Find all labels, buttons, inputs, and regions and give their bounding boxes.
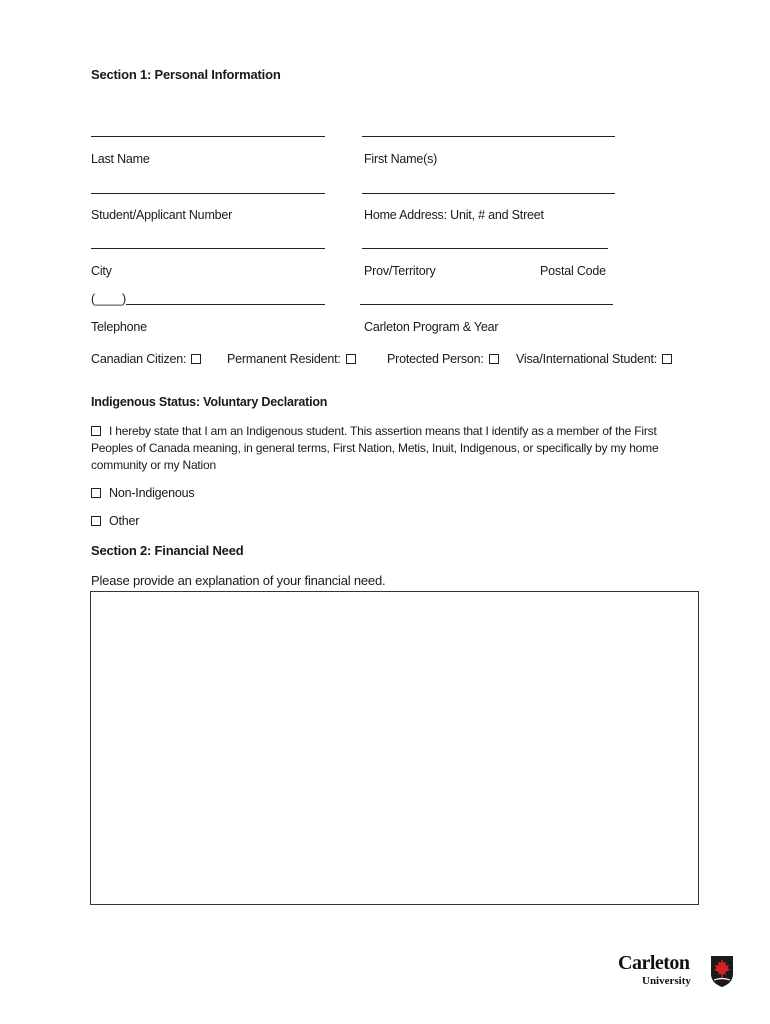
first-name-label: First Name(s) [364, 152, 438, 166]
status-permanent-resident [227, 352, 361, 366]
telephone-label: Telephone [91, 320, 147, 334]
student-number-field[interactable] [91, 193, 325, 194]
protected-person-checkbox[interactable] [489, 354, 499, 364]
program-label: Carleton Program & Year [364, 320, 499, 334]
indigenous-status-title: Indigenous Status: Voluntary Declaration [91, 395, 328, 409]
program-field[interactable] [360, 304, 613, 305]
financial-need-prompt: Please provide an explanation of your financial need. [91, 573, 386, 588]
indigenous-declaration-text: I hereby state that I am an Indigenous student. This assertion means that I identify as a member of the First Peoples of Canada meaning, in general terms, First Nation, Metis, Inuit, Indigenous, or specifically by my home community or my Nation [91, 424, 659, 472]
last-name-field[interactable] [91, 136, 325, 137]
last-name-label: Last Name [91, 152, 150, 166]
first-name-field[interactable] [362, 136, 615, 137]
visa-international-checkbox[interactable] [662, 354, 672, 364]
permanent-resident-checkbox[interactable] [346, 354, 356, 364]
visa-international-label: Visa/International Student: [516, 352, 657, 366]
permanent-resident-label: Permanent Resident: [227, 352, 341, 366]
non-indigenous-option [91, 486, 194, 500]
home-address-label: Home Address: Unit, # and Street [364, 208, 544, 222]
logo-subtitle: University [642, 975, 691, 987]
shield-maple-leaf-icon [709, 954, 735, 988]
section1-title: Section 1: Personal Information [91, 67, 281, 82]
other-label: Other [109, 514, 140, 528]
non-indigenous-label: Non-Indigenous [109, 486, 195, 500]
logo-name: Carleton [618, 952, 690, 974]
city-field[interactable] [91, 248, 325, 249]
status-canadian-citizen [91, 352, 206, 366]
other-checkbox[interactable] [91, 516, 101, 526]
student-number-label: Student/Applicant Number [91, 208, 233, 222]
prov-postal-field[interactable] [362, 248, 608, 249]
canadian-citizen-checkbox[interactable] [191, 354, 201, 364]
indigenous-checkbox[interactable] [91, 426, 101, 436]
non-indigenous-checkbox[interactable] [91, 488, 101, 498]
status-protected-person [387, 352, 504, 366]
prov-label: Prov/Territory [364, 264, 436, 278]
other-option [91, 514, 139, 528]
financial-need-textarea[interactable] [90, 591, 699, 905]
indigenous-declaration [91, 423, 671, 474]
status-visa-international [516, 352, 677, 366]
city-label: City [91, 264, 112, 278]
home-address-field[interactable] [362, 193, 615, 194]
phone-area-code: (____) [91, 292, 126, 306]
postal-code-label: Postal Code [540, 264, 606, 278]
canadian-citizen-label: Canadian Citizen: [91, 352, 187, 366]
section2-title: Section 2: Financial Need [91, 543, 244, 558]
carleton-logo [618, 952, 736, 992]
telephone-field[interactable] [126, 304, 325, 305]
protected-person-label: Protected Person: [387, 352, 484, 366]
